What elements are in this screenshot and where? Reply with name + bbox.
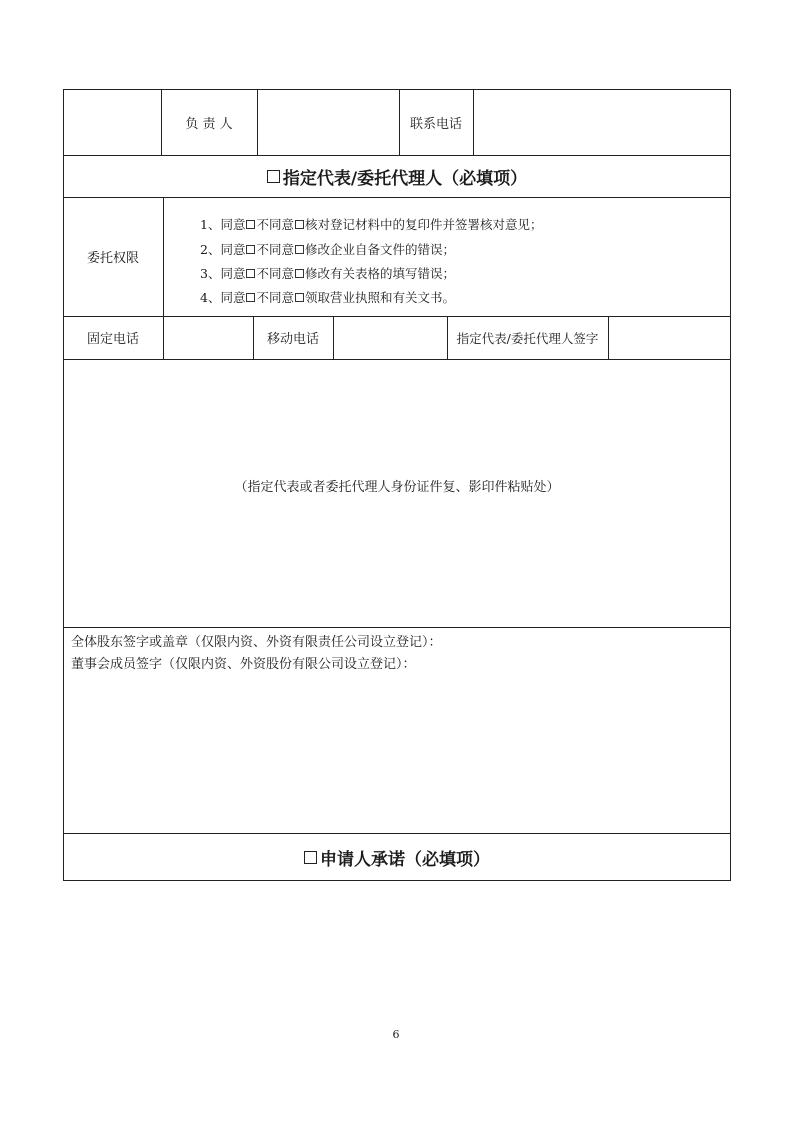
leader-label: 负 责 人 [185, 116, 233, 132]
page-number: 6 [392, 1027, 400, 1041]
checkbox-icon[interactable] [246, 269, 255, 278]
applicant-section-title: 申请人承诺（必填项） [63, 833, 731, 881]
checkbox-icon[interactable] [295, 220, 304, 229]
mobile-field[interactable] [334, 317, 447, 359]
mobile-label: 移动电话 [266, 332, 319, 347]
signature-area[interactable] [64, 676, 730, 832]
authority-label: 委托权限 [86, 251, 139, 266]
checkbox-icon[interactable] [295, 269, 304, 278]
authority-item: 2、同意 不同意 修改企业自备文件的错误； [200, 242, 455, 257]
authority-item: 3、同意 不同意 修改有关表格的填写错误； [200, 266, 455, 281]
checkbox-icon[interactable] [246, 245, 255, 254]
authority-item: 4、同意 不同意 领取营业执照和有关文书。 [200, 290, 455, 305]
signature-label: 指定代表/委托代理人签字 [456, 330, 599, 346]
board-signature-label: 董事会成员签字（仅限内资、外资股份有限公司设立登记）： [71, 657, 416, 672]
authority-item: 1、同意 不同意 核对登记材料中的复印件并签署核对意见； [200, 217, 543, 232]
blank-field[interactable] [64, 90, 161, 155]
leader-field[interactable] [258, 90, 399, 155]
phone-field[interactable] [474, 90, 730, 155]
shareholder-signature-label: 全体股东签字或盖章（仅限内资、外资有限责任公司设立登记）： [71, 635, 442, 650]
checkbox-icon[interactable] [295, 245, 304, 254]
checkbox-icon[interactable] [267, 170, 280, 183]
divider [163, 197, 164, 316]
checkbox-icon[interactable] [295, 293, 304, 302]
landline-label: 固定电话 [86, 332, 139, 347]
signature-field[interactable] [609, 317, 730, 359]
delegate-section-title: 指定代表/委托代理人（必填项） [63, 155, 731, 197]
phone-label: 联系电话 [409, 116, 462, 132]
id-paste-note: （指定代表或者委托代理人身份证件复、影印件粘贴处） [234, 479, 560, 495]
checkbox-icon[interactable] [304, 851, 317, 864]
checkbox-icon[interactable] [246, 293, 255, 302]
divider [63, 627, 731, 628]
checkbox-icon[interactable] [246, 220, 255, 229]
landline-field[interactable] [164, 317, 253, 359]
